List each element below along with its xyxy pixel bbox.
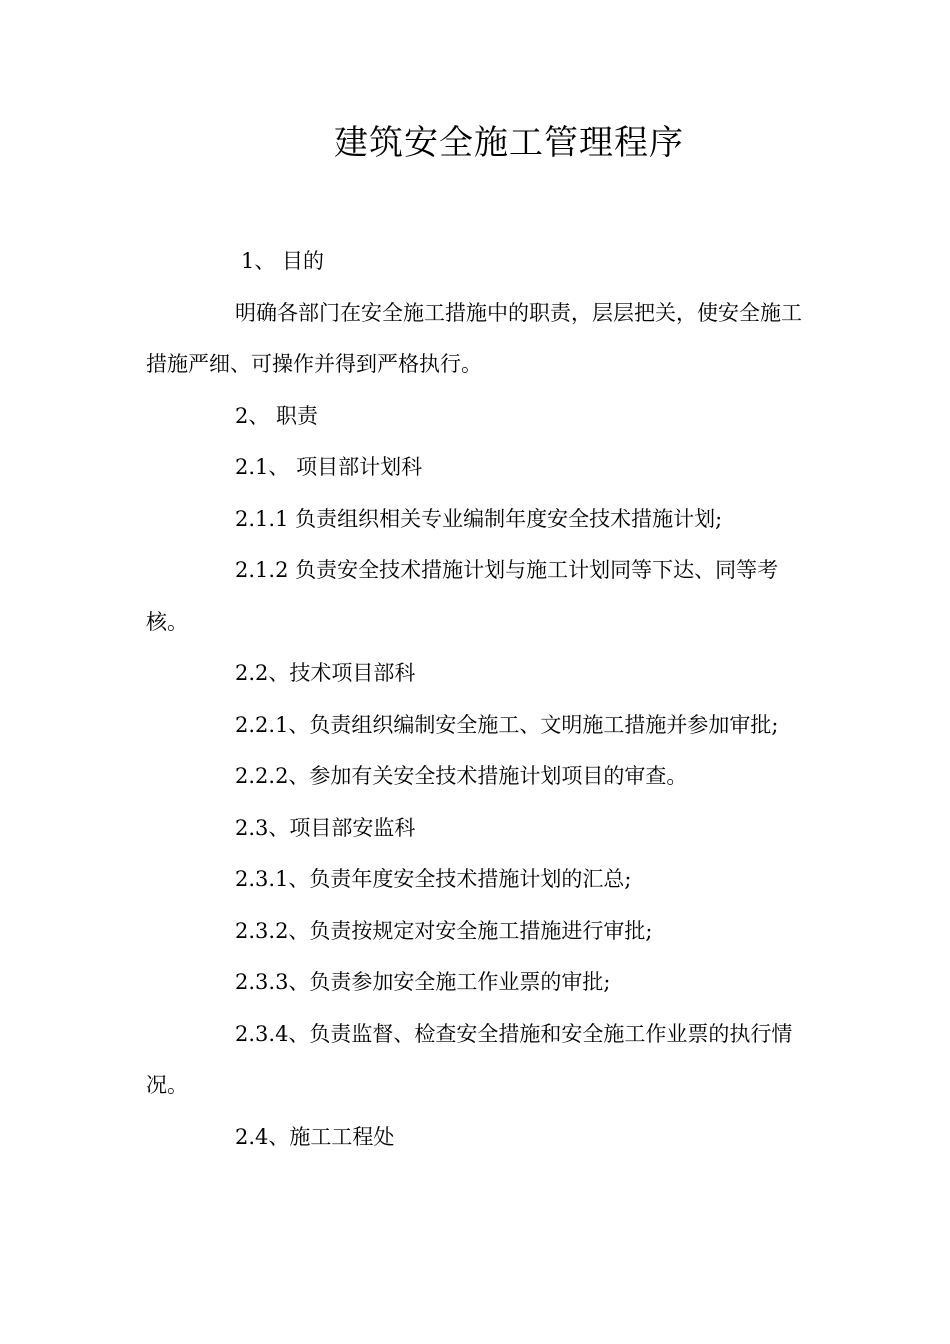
- subsection-heading-technical: 2.2、技术项目部科: [235, 661, 416, 685]
- clause-2-3-1: 2.3.1、负责年度安全技术措施计划的汇总;: [235, 867, 632, 891]
- clause-2-2-1: 2.2.1、负责组织编制安全施工、文明施工措施并参加审批;: [235, 712, 779, 737]
- document-body: [146, 236, 806, 1163]
- subsection-heading-safety: 2.3、项目部安监科: [235, 815, 416, 840]
- clause-2-1-1: 2.1.1 负责组织相关专业编制年度安全技术措施计划;: [235, 506, 723, 531]
- clause-2-1-2: 2.1.2 负责安全技术措施计划与施工计划同等下达、同等考核。: [146, 558, 779, 634]
- subsection-heading-planning: 2.1、 项目部计划科: [235, 455, 423, 479]
- paragraph-purpose-text: 明确各部门在安全施工措施中的职责，层层把关，使安全施工措施严细、可操作并得到严格执行。: [146, 300, 802, 376]
- subsection-heading-construction: 2.4、施工工程处: [235, 1124, 395, 1149]
- clause-2-3-4: 2.3.4、负责监督、检查安全措施和安全施工作业票的执行情况。: [146, 1021, 793, 1097]
- section-heading-responsibilities: 2、 职责: [235, 403, 319, 428]
- clause-2-3-3: 2.3.3、负责参加安全施工作业票的审批;: [235, 970, 611, 994]
- clause-2-3-2: 2.3.2、负责按规定对安全施工措施进行审批;: [235, 918, 653, 943]
- section-heading-purpose: 1、 目的: [241, 249, 325, 273]
- document-title: 建筑安全施工管理程序: [334, 123, 684, 163]
- clause-2-2-2: 2.2.2、参加有关安全技术措施计划项目的审查。: [235, 764, 688, 788]
